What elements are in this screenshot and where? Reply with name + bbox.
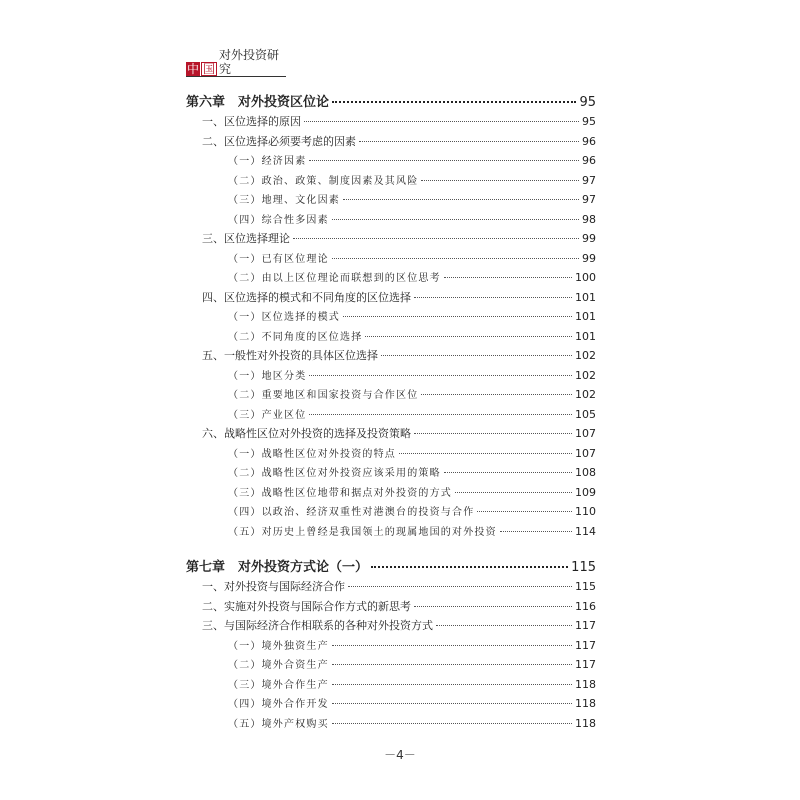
toc-entry-page: 96 <box>582 134 596 148</box>
toc-chapter-entry <box>186 91 596 113</box>
dot-leader <box>444 471 572 473</box>
toc-sub-entry <box>186 676 596 696</box>
dot-leader <box>359 140 579 142</box>
dot-leader <box>343 315 572 317</box>
toc-sub-entry <box>186 250 596 270</box>
toc-entry-label: （一）战略性区位对外投资的特点 <box>228 448 396 460</box>
dot-leader <box>381 354 572 356</box>
toc-entry-page: 95 <box>582 115 596 128</box>
toc-entry-page: 117 <box>575 658 596 671</box>
toc-entry-page: 101 <box>575 290 596 304</box>
toc-entry-label: （一）境外独资生产 <box>228 640 329 652</box>
table-of-contents <box>186 91 596 734</box>
toc-section-entry <box>186 289 596 309</box>
dot-leader <box>332 702 572 704</box>
dot-leader <box>500 530 572 532</box>
toc-entry-page: 107 <box>575 427 596 440</box>
dot-leader <box>304 120 579 122</box>
toc-entry-label: （三）产业区位 <box>228 409 307 421</box>
toc-sub-entry <box>186 191 596 211</box>
toc-entry-page: 118 <box>575 677 596 691</box>
toc-section-entry <box>186 578 596 598</box>
toc-entry-page: 118 <box>575 716 596 730</box>
dot-leader <box>455 491 572 493</box>
toc-entry-label: 第七章 对外投资方式论（一） <box>186 560 369 575</box>
toc-entry-page: 96 <box>582 154 596 167</box>
toc-entry-label: 一、区位选择的原因 <box>202 115 301 128</box>
toc-entry-label: （一）地区分类 <box>228 370 307 382</box>
toc-entry-page: 99 <box>582 232 596 245</box>
toc-sub-entry <box>186 269 596 289</box>
toc-entry-page: 102 <box>575 388 596 401</box>
toc-sub-entry <box>186 406 596 426</box>
toc-entry-label: （四）以政治、经济双重性对港澳台的投资与合作 <box>228 507 475 518</box>
toc-sub-entry <box>186 484 596 504</box>
toc-entry-page: 118 <box>575 697 596 710</box>
toc-entry-page: 116 <box>575 599 596 613</box>
dot-leader <box>371 565 568 568</box>
toc-section-entry <box>186 347 596 367</box>
toc-sub-entry <box>186 445 596 465</box>
toc-entry-label: 第六章 对外投资区位论 <box>186 95 330 110</box>
dot-leader <box>421 179 579 181</box>
toc-entry-page: 107 <box>575 446 596 460</box>
toc-entry-label: （三）境外合作生产 <box>228 679 329 691</box>
logo-guo: 国 <box>203 62 216 76</box>
dot-leader <box>332 257 579 259</box>
toc-entry-page: 110 <box>575 505 596 518</box>
toc-sub-entry <box>186 308 596 328</box>
toc-entry-label: （三）战略性区位地带和据点对外投资的方式 <box>228 487 452 499</box>
toc-entry-label: 六、战略性区位对外投资的选择及投资策略 <box>202 427 411 440</box>
toc-section-entry <box>186 425 596 445</box>
dot-leader <box>293 237 579 239</box>
dot-leader <box>365 335 572 337</box>
toc-sub-entry <box>186 523 596 543</box>
logo-zhong: 中 <box>187 62 200 76</box>
toc-entry-label: （五）境外产权购买 <box>228 718 329 730</box>
toc-entry-label: （一）经济因素 <box>228 156 307 167</box>
toc-entry-label: （五）对历史上曾经是我国领土的现属地国的对外投资 <box>228 526 497 538</box>
toc-entry-page: 97 <box>582 173 596 187</box>
toc-chapter-entry <box>186 556 596 578</box>
toc-section-entry <box>186 230 596 250</box>
toc-entry-page: 102 <box>575 368 596 382</box>
page-number: －4－ <box>384 748 416 762</box>
toc-entry-label: （二）重要地区和国家投资与合作区位 <box>228 390 419 401</box>
dot-leader <box>309 159 579 161</box>
dot-leader <box>414 432 572 434</box>
running-head-title: 对外投资研究 <box>219 48 280 76</box>
toc-section-entry <box>186 133 596 153</box>
dot-leader <box>399 452 572 454</box>
toc-entry-page: 95 <box>579 95 596 110</box>
toc-sub-entry <box>186 715 596 735</box>
dot-leader <box>332 218 579 220</box>
toc-entry-label: （一）已有区位理论 <box>228 253 329 265</box>
toc-entry-page: 101 <box>575 329 596 343</box>
toc-entry-label: （二）不同角度的区位选择 <box>228 331 363 343</box>
dot-leader <box>414 605 572 607</box>
dot-leader <box>477 510 572 512</box>
toc-entry-label: 二、实施对外投资与国际合作方式的新思考 <box>202 599 411 613</box>
dot-leader <box>332 644 572 646</box>
toc-sub-entry <box>186 656 596 676</box>
dot-leader <box>332 683 572 685</box>
dot-leader <box>421 393 572 395</box>
toc-entry-label: 三、与国际经济合作相联系的各种对外投资方式 <box>202 619 433 632</box>
toc-section-entry <box>186 598 596 618</box>
dot-leader <box>332 663 572 665</box>
dot-leader <box>309 374 572 376</box>
toc-entry-page: 97 <box>582 193 596 206</box>
toc-entry-page: 117 <box>575 638 596 652</box>
toc-sub-entry <box>186 637 596 657</box>
toc-sub-entry <box>186 328 596 348</box>
dot-leader <box>309 413 572 415</box>
toc-entry-page: 99 <box>582 251 596 265</box>
toc-entry-label: 一、对外投资与国际经济合作 <box>202 580 345 593</box>
toc-sub-entry <box>186 503 596 523</box>
dot-leader <box>414 296 572 298</box>
toc-entry-label: （二）由以上区位理论而联想到的区位思考 <box>228 273 441 284</box>
running-head <box>186 48 286 77</box>
toc-entry-page: 100 <box>575 271 596 284</box>
toc-entry-page: 102 <box>575 349 596 362</box>
toc-sub-entry <box>186 464 596 484</box>
toc-entry-label: （二）境外合资生产 <box>228 660 329 671</box>
toc-entry-page: 114 <box>575 524 596 538</box>
toc-gap <box>186 542 596 556</box>
toc-entry-page: 108 <box>575 466 596 479</box>
toc-entry-page: 115 <box>575 580 596 593</box>
toc-entry-label: 三、区位选择理论 <box>202 232 290 245</box>
dot-leader <box>332 722 572 724</box>
toc-entry-page: 117 <box>575 619 596 632</box>
toc-entry-page: 105 <box>575 407 596 421</box>
toc-sub-entry <box>186 211 596 231</box>
toc-entry-label: 二、区位选择必须要考虑的因素 <box>202 134 356 148</box>
toc-entry-label: （四）境外合作开发 <box>228 699 329 710</box>
toc-entry-label: （一）区位选择的模式 <box>228 312 340 323</box>
toc-entry-label: （二）战略性区位对外投资应该采用的策略 <box>228 468 441 479</box>
dot-leader <box>343 198 579 200</box>
toc-entry-page: 115 <box>571 560 596 575</box>
dot-leader <box>348 585 572 587</box>
dot-leader <box>444 276 572 278</box>
toc-sub-entry <box>186 367 596 387</box>
toc-entry-label: （二）政治、政策、制度因素及其风险 <box>228 175 419 187</box>
toc-sub-entry <box>186 152 596 172</box>
toc-sub-entry <box>186 386 596 406</box>
toc-entry-label: 四、区位选择的模式和不同角度的区位选择 <box>202 290 411 304</box>
toc-section-entry <box>186 617 596 637</box>
toc-entry-page: 109 <box>575 485 596 499</box>
toc-entry-label: （四）综合性多因素 <box>228 214 329 226</box>
toc-sub-entry <box>186 172 596 192</box>
toc-entry-label: 五、一般性对外投资的具体区位选择 <box>202 349 378 362</box>
toc-entry-page: 98 <box>582 212 596 226</box>
dot-leader <box>436 624 572 626</box>
dot-leader <box>332 100 576 103</box>
toc-entry-page: 101 <box>575 310 596 323</box>
toc-entry-label: （三）地理、文化因素 <box>228 195 340 206</box>
toc-section-entry <box>186 113 596 133</box>
toc-sub-entry <box>186 695 596 715</box>
